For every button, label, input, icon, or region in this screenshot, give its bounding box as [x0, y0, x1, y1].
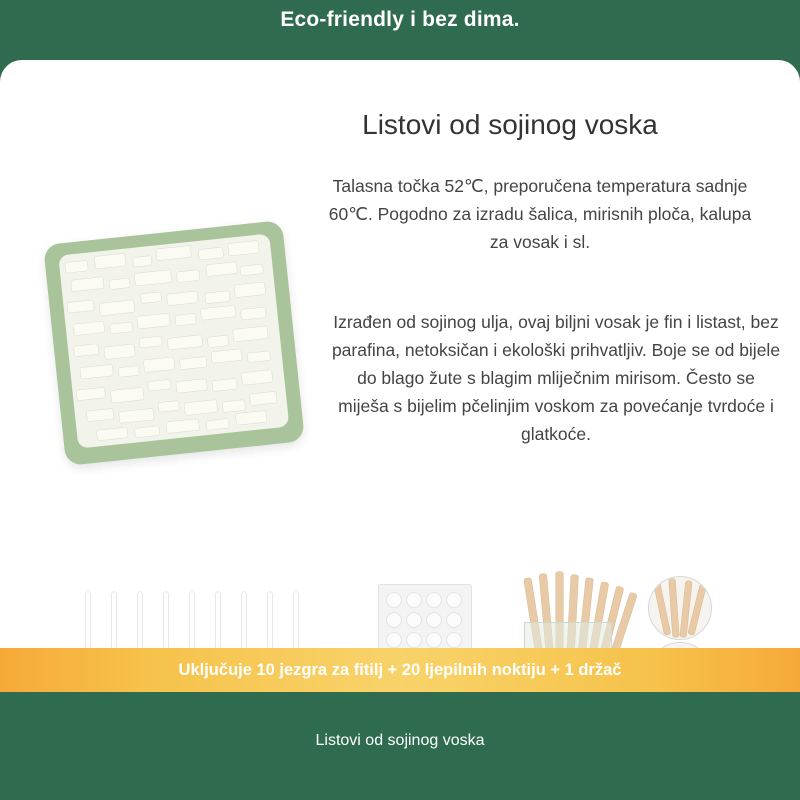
product-photo [46, 222, 314, 472]
page-title: Listovi od sojinog voska [362, 109, 658, 140]
description-paragraph-2: Izrađen od sojinog ulja, ovaj biljni vosak je fin i listast, bez parafina, netoksičan i ekološki prihvatljiv. Boje se od bijele do blago žute s blagim mliječnim mirisom. Često se miješa s bijelim pčelinjim voskom za povećanje tvrdoće i glatkoće. [331, 312, 781, 444]
content-card [0, 60, 800, 648]
footer-caption: Listovi od sojinog voska [315, 732, 485, 749]
wax-tray [43, 220, 305, 466]
header-title: Eco-friendly i bez dima. [280, 8, 520, 31]
wax-flakes [58, 233, 289, 448]
inclusion-banner-text: Uključuje 10 jezgra za fitilj + 20 ljepilnih noktiju + 1 držač [178, 661, 622, 679]
footer-band [0, 692, 800, 800]
detail-circle-sticks [648, 576, 712, 640]
inclusion-banner [0, 648, 800, 692]
description-paragraph-1: Talasna točka 52℃, preporučena temperatura sadnje 60℃. Pogodno za izradu šalica, mirisnih ploča, kalupa za vosak i sl. [328, 176, 752, 252]
